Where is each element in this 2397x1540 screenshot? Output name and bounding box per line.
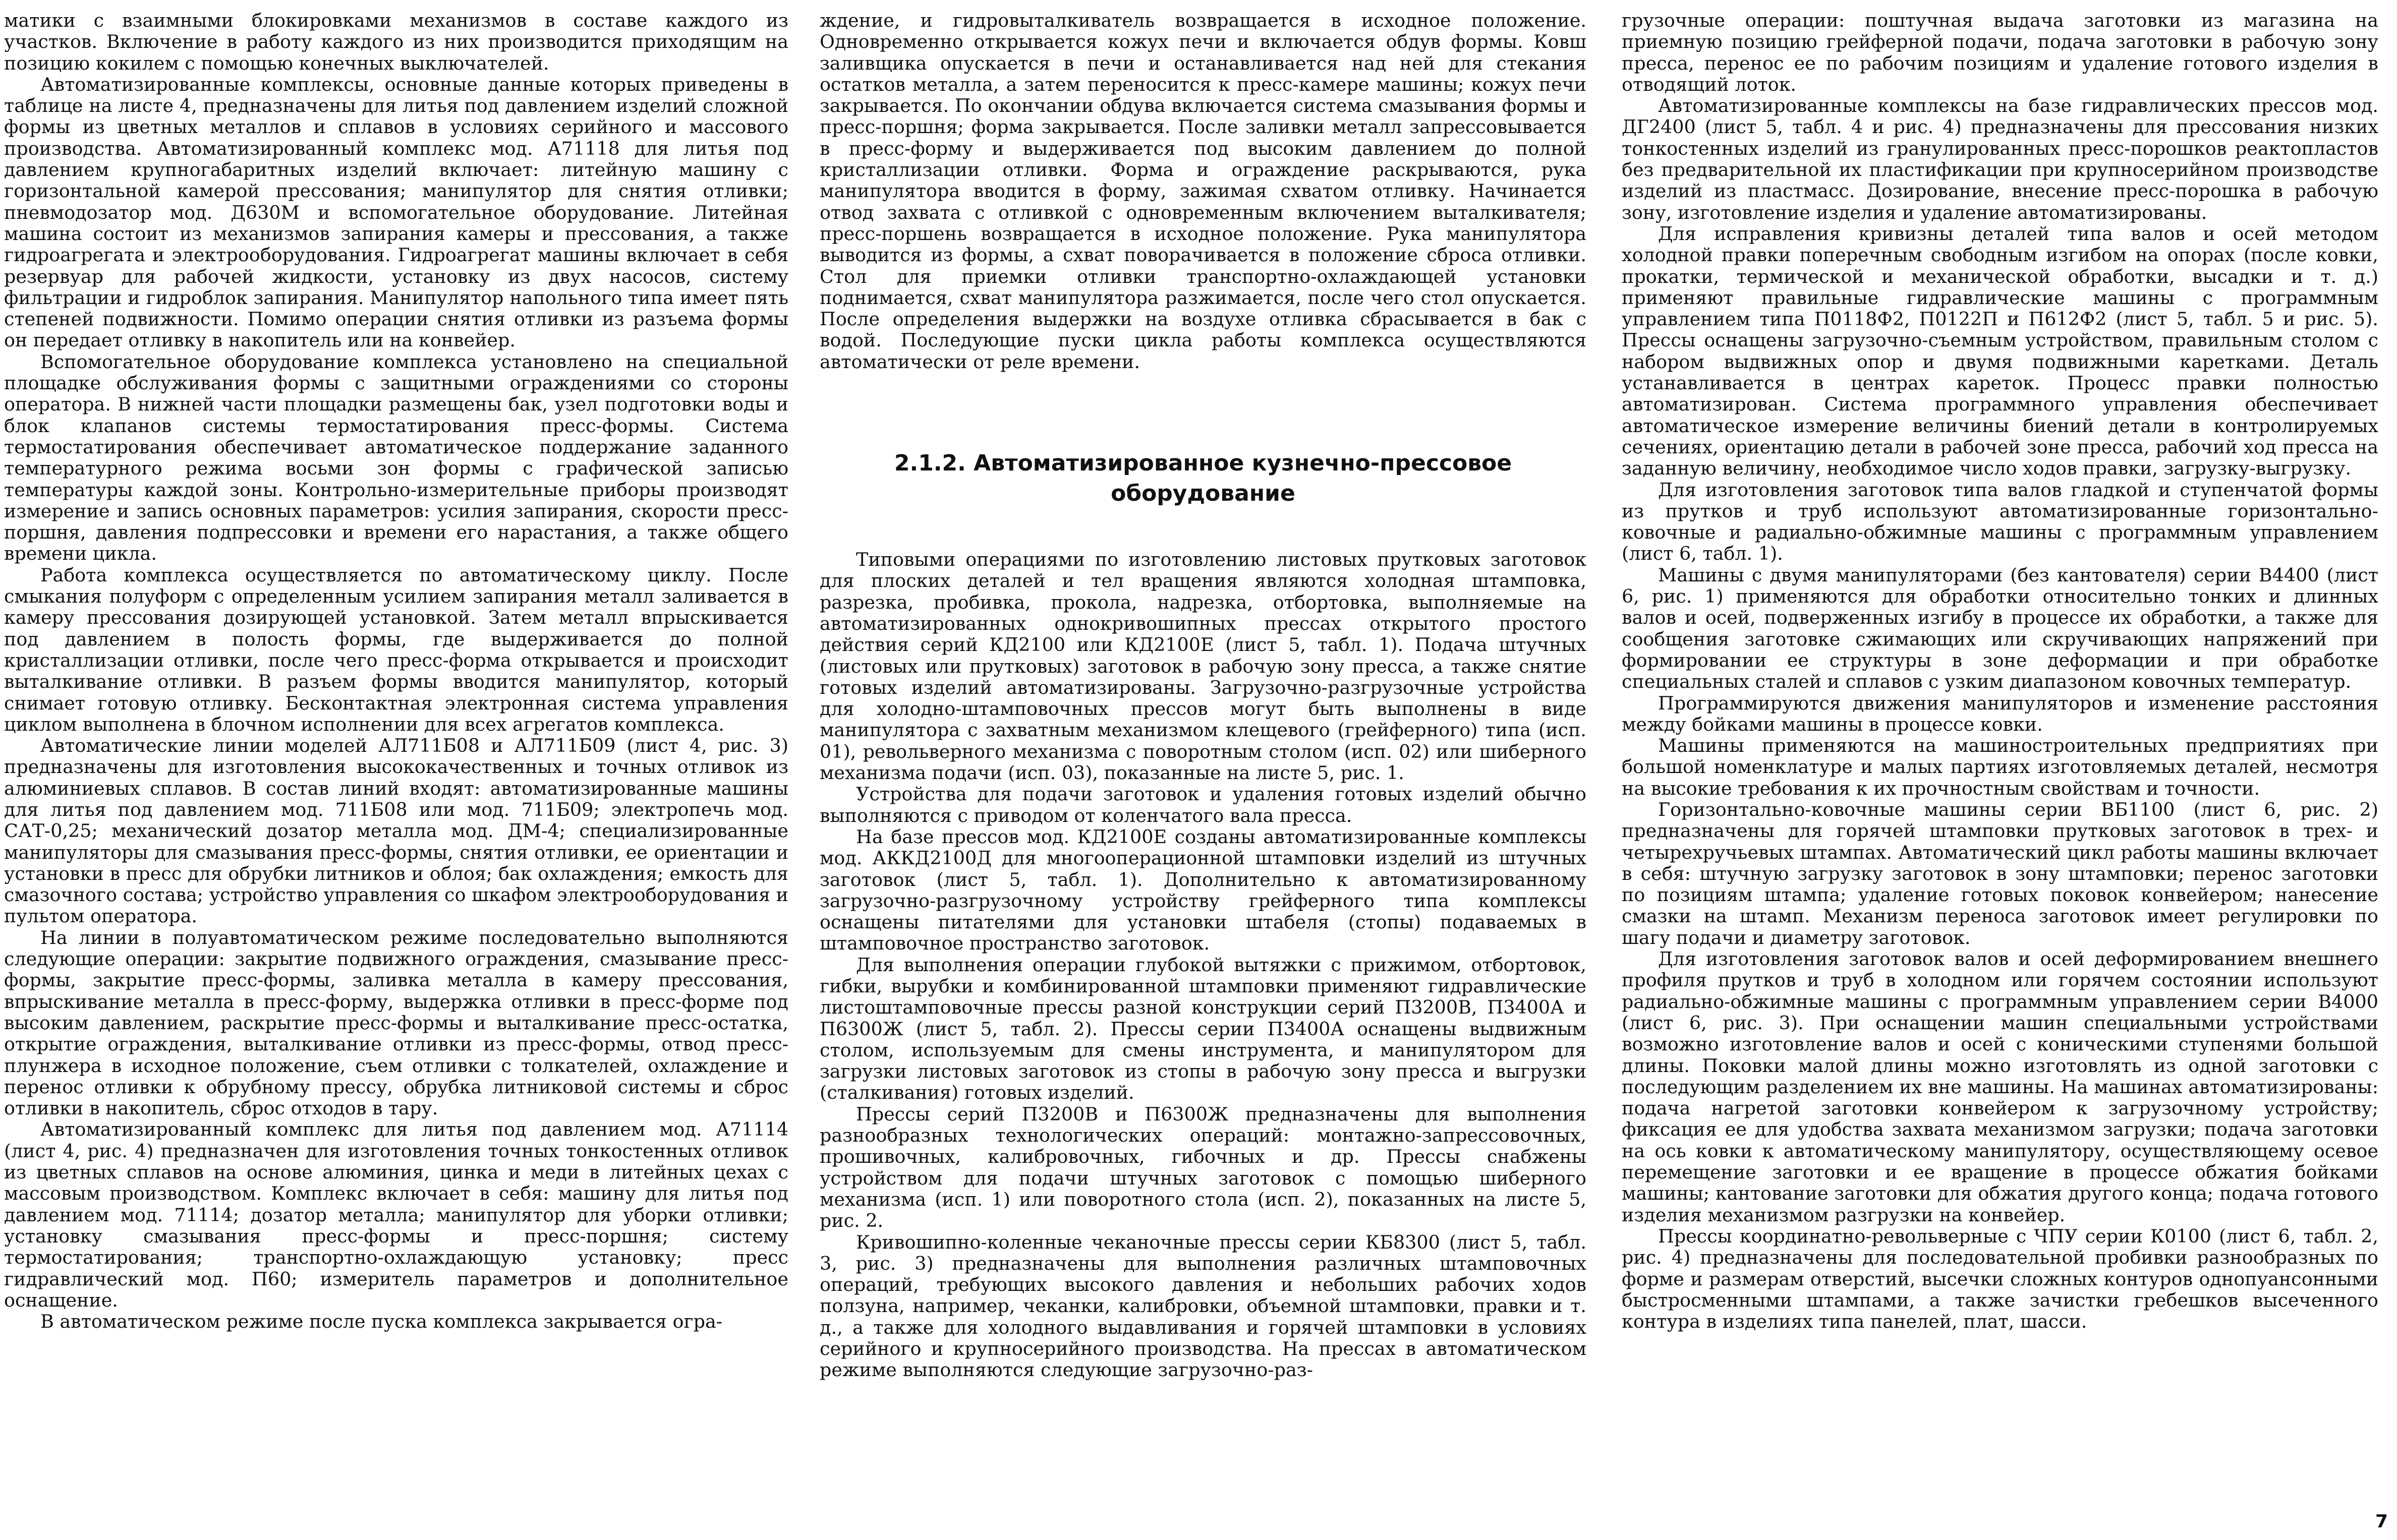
paragraph: Горизонтально-ковочные машины серии ВБ1100 (лист 6, рис. 2) предназначены для горячей штамповки прутковых заготовок в трех- и четырехручьевых штампах. Автоматический цикл работы машины включает в себя: штучную загрузку заготовок в зону штамповки; перенос заготовки по позициям штампа; удаление готовых поковок конвейером; нанесение смазки на штамп. Механизм переноса заготовок имеет регулировки по шагу подачи и диаметру заготовок. (1622, 798, 2378, 949)
paragraph: Автоматизированные комплексы на базе гидравлических прессов мод. ДГ2400 (лист 5, табл. 4 и рис. 4) предназначены для прессования низких тонкостенных изделий из гранулированных пресс-порошков реактопластов без предварительной их пластификации при крупносерийном производстве изделий из пластмасс. Дозирование, внесение пресс-порошка в рабочую зону, изготовление изделия и удаление автоматизированы. (1622, 95, 2378, 223)
paragraph: Кривошипно-коленные чеканочные прессы серии КБ8300 (лист 5, табл. 3, рис. 3) предназначены для выполнения различных штамповочных операций, требующих высокого давления и небольших рабочих ходов ползуна, например, чеканки, калибровки, объемной штамповки, правки и т. д., а также для холодного выдавливания и горячей штамповки в условиях серийного и крупносерийного производства. На прессах в автоматическом режиме выполняются следующие загрузочно-раз- (820, 1231, 1586, 1381)
paragraph: Устройства для подачи заготовок и удаления готовых изделий обычно выполняются с приводом от коленчатого вала пресса. (820, 783, 1586, 826)
paragraph: Работа комплекса осуществляется по автоматическому циклу. После смыкания полуформ с определенным усилием запирания металл заливается в камеру прессования дозирующей установкой. Затем металл впрыскивается под давлением в полость формы, где выдерживается до полной кристаллизации отливки, после чего пресс-форма открывается и происходит выталкивание отливки. В разъем формы вводится манипулятор, который снимает готовую отливку. Бесконтактная электронная система управления циклом выполнена в блочном исполнении для всех агрегатов комплекса. (4, 564, 788, 735)
page-number: 7 (2375, 1511, 2388, 1532)
paragraph: Для изготовления заготовок валов и осей деформированием внешнего профиля прутков и труб в холодном или горячем состоянии используют радиально-обжимные машины с программным управлением серии В4000 (лист 6, рис. 3). При оснащении машин специальными устройствами возможно изготовление валов и осей с коническими ступенями большой длины. Поковки малой длины можно изготовлять из одной заготовки с последующим разделением их вне машины. На машинах автоматизированы: подача нагретой заготовки конвейером к загрузочному устройству; фиксация ее для удобства захвата механизмом загрузки; подача заготовки на ось ковки к автоматическому манипулятору, осуществляющему осевое перемещение заготовки и ее вращение в процессе обжатия бойками машины; кантование заготовки для обжатия другого конца; подача готового изделия механизмом разгрузки на конвейер. (1622, 948, 2378, 1226)
paragraph: ждение, и гидровыталкиватель возвращается в исходное положение. Одновременно открывается кожух печи и включается обдув формы. Ковш заливщика опускается в печи и останавливается над ней для стекания остатков металла, а затем переносится к пресс-камере машины; кожух печи закрывается. По окончании обдува включается система смазывания формы и пресс-поршня; форма закрывается. После заливки металл запрессовывается в пресс-форму и выдерживается под высоким давлением до полной кристаллизации отливки. Форма и ограждение раскрываются, рука манипулятора вводится в форму, зажимая схватом отливку. Начинается отвод захвата с отливкой с одновременным включением выталкивателя; пресс-поршень возвращается в исходное положение. Рука манипулятора выводится из формы, а схват поворачивается в положение сброса отливки. Стол для приемки отливки транспортно-охлаждающей установки поднимается, схват манипулятора разжимается, после чего стол опускается. После определения выдержки на воздухе отливка сбрасывается в бак с водой. Последующие пуски цикла работы комплекса осуществляются автоматически от реле времени. (820, 10, 1586, 373)
paragraph: Машины с двумя манипуляторами (без кантователя) серии В4400 (лист 6, рис. 1) применяются для обработки относительно тонких и длинных валов и осей, подверженных изгибу в процессе их обработки, а также для сообщения заготовке сжимающих или скручивающих напряжений при формировании ее структуры в зоне деформации и при обработке специальных сталей и сплавов с узким диапазоном ковочных температур. (1622, 564, 2378, 693)
paragraph: В автоматическом режиме после пуска комплекса закрывается огра- (40, 1311, 723, 1333)
column-right (1622, 10, 2378, 1332)
paragraph: грузочные операции: поштучная выдача заготовки из магазина на приемную позицию грейферной подачи, подача заготовки в рабочую зону пресса, перенос ее по рабочим позициям и удаление готового изделия в отводящий лоток. (1622, 10, 2378, 95)
paragraph: Для исправления кривизны деталей типа валов и осей методом холодной правки поперечным свободным изгибом на опорах (после ковки, прокатки, термической и механической обработки, высадки и т. д.) применяют правильные гидравлические машины с программным управлением типа П0118Ф2, П0122П и П612Ф2 (лист 5, табл. 5 и рис. 5). Прессы оснащены загрузочно-съемным устройством, правильным столом с набором выдвижных опор и двумя подвижными каретками. Деталь устанавливается в центрах кареток. Процесс правки полностью автоматизирован. Система программного управления обеспечивает автоматическое измерение величины биений детали в контролируемых сечениях, ориентацию детали в рабочей зоне пресса, рабочий ход пресса на заданную величину, необходимое число ходов правки, загрузку-выгрузку. (1622, 222, 2378, 480)
paragraph: Программируются движения манипуляторов и изменение расстояния между бойками машины в процессе ковки. (1622, 692, 2378, 735)
column-middle (820, 10, 1586, 1381)
paragraph: На линии в полуавтоматическом режиме последовательно выполняются следующие операции: закрытие подвижного ограждения, смазывание пресс-формы, закрытие пресс-формы, заливка металла в камеру прессования, впрыскивание металла в пресс-форму, выдержка отливки в пресс-форме под высоким давлением, раскрытие пресс-формы и выталкивание пресс-остатка, открытие ограждения, выталкивание отливки из пресс-формы, отвод пресс-плунжера в исходное положение, съем отливки с толкателей, охлаждение и перенос отливки к обрубному прессу, обрубка литниковой системы и сброс отливки в накопитель, сброс отходов в тару. (4, 926, 788, 1119)
middle-text-bottom (820, 549, 1586, 1381)
middle-text-top (820, 10, 1586, 373)
paragraph: Автоматические линии моделей АЛ711Б08 и АЛ711Б09 (лист 4, рис. 3) предназначены для изготовления высококачественных и точных отливок из алюминиевых сплавов. В состав линий входят: автоматизированные машины для литья под давлением мод. 711Б08 или мод. 711Б09; электропечь мод. САТ-0,25; механический дозатор металла мод. ДМ-4; специализированные манипуляторы для смазывания пресс-формы, снятия отливки, ее ориентации и установки в пресс для обрубки литников и облоя; бак охлаждения; емкость для смазочного состава; устройство управления со шкафом электрооборудования и пультом оператора. (4, 735, 788, 927)
paragraph: Для изготовления заготовок типа валов гладкой и ступенчатой формы из прутков и труб используют автоматизированные горизонтально-ковочные и радиально-обжимные машины с программным управлением (лист 6, табл. 1). (1622, 479, 2378, 565)
column-left (4, 10, 788, 1332)
paragraph: На базе прессов мод. КД2100Е созданы автоматизированные комплексы мод. АККД2100Д для многооперационной штамповки изделий из штучных заготовок (лист 5, табл. 1). Дополнительно к автоматизированному загрузочно-разгрузочному устройству грейферного типа комплексы оснащены питателями для установки штабеля (стопы) подаваемых в штамповочное пространство заготовок. (820, 825, 1586, 955)
paragraph: Автоматизированные комплексы, основные данные которых приведены в таблице на листе 4, предназначены для литья под давлением изделий сложной формы из цветных металлов и сплавов в условиях серийного и массового производства. Автоматизированный комплекс мод. А71118 для литья под давлением крупногабаритных изделий включает: литейную машину с горизонтальной камерой прессования; манипулятор для снятия отливки; пневмодозатор мод. Д630М и вспомогательное оборудование. Литейная машина состоит из механизмов запирания камеры и прессования, а также гидроагрегата и электрооборудования. Гидроагрегат машины включает в себя резервуар для рабочей жидкости, установку из двух насосов, систему фильтрации и гидроблок запирания. Манипулятор напольного типа имеет пять степеней подвижности. Помимо операции снятия отливки из разъема формы он передает отливку в накопитель или на конвейер. (4, 73, 788, 351)
section-gap (820, 373, 1586, 448)
paragraph: Для выполнения операции глубокой вытяжки с прижимом, отбортовок, гибки, вырубки и комбинированной штамповки применяют гидравлические листоштамповочные прессы разной конструкции серий П3200В, П3400А и П6300Ж (лист 5, табл. 2). Прессы серии П3400А оснащены выдвижным столом, используемым для смены инструмента, и манипулятором для загрузки листовых заготовок из стопы в рабочую зону пресса и выгрузки (сталкивания) готовых изделий. (820, 954, 1586, 1104)
paragraph: Автоматизированный комплекс для литья под давлением мод. А71114 (лист 4, рис. 4) предназначен для изготовления точных тонкостенных отливок из цветных сплавов на основе алюминия, цинка и меди в литейных цехах с массовым производством. Комплекс включает в себя: машину для литья под давлением мод. 71114; дозатор металла; манипулятор для уборки отливки; установку смазывания пресс-формы и пресс-поршня; систему термостатирования; транспортно-охлаждающую установку; пресс гидравлический мод. П60; измеритель параметров и дополнительное оснащение. (4, 1118, 788, 1311)
paragraph: Вспомогательное оборудование комплекса установлено на специальной площадке обслуживания формы с защитными ограждениями со стороны оператора. В нижней части площадки размещены бак, узел подготовки воды и блок клапанов системы термостатирования пресс-формы. Система термостатирования обеспечивает автоматическое поддержание заданного температурного режима восьми зон формы с графической записью температуры каждой зоны. Контрольно-измерительные приборы производят измерение и запись основных параметров: усилия запирания, скорости пресс-поршня, давления подпрессовки и времени его нарастания, а также общего времени цикла. (4, 350, 788, 565)
section-heading: 2.1.2. Автоматизированное кузнечно-прессовое оборудование (894, 450, 1512, 507)
paragraph: матики с взаимными блокировками механизмов в составе каждого из участков. Включение в работу каждого из них производится приходящим на позицию кокилем с помощью конечных выключателей. (4, 10, 788, 74)
paragraph: Прессы координатно-револьверные с ЧПУ серии К0100 (лист 6, табл. 2, рис. 4) предназначены для последовательной пробивки разнообразных по форме и размерам отверстий, высечки сложных контуров однопуансонными быстросменными штампами, а также зачистки гребешков высеченного контура в изделиях типа панелей, плат, шасси. (1622, 1225, 2378, 1333)
paragraph: Прессы серий П3200В и П6300Ж предназначены для выполнения разнообразных технологических операций: монтажно-запрессовочных, прошивочных, калибровочных, гибочных и др. Прессы снабжены устройством для подачи штучных заготовок с помощью шиберного механизма (исп. 1) или поворотного стола (исп. 2), показанных на листе 5, рис. 2. (820, 1103, 1586, 1232)
paragraph: Машины применяются на машиностроительных предприятиях при большой номенклатуре и малых партиях изготовляемых деталей, несмотря на высокие требования к их прочностным свойствам и точности. (1622, 735, 2378, 799)
paragraph: Типовыми операциями по изготовлению листовых прутковых заготовок для плоских деталей и тел вращения являются холодная штамповка, разрезка, пробивка, прокола, надрезка, отбортовка, выполняемые на автоматизированных однокривошипных прессах открытого простого действия серий КД2100 или КД2100Е (лист 5, табл. 1). Подача штучных (листовых или прутковых) заготовок в рабочую зону пресса, а также снятие готовых изделий автоматизированы. Загрузочно-разгрузочные устройства для холодно-штамповочных прессов могут быть выполнены в виде манипулятора с захватным механизмом клещевого (грейферного) типа (исп. 01), револьверного механизма с поворотным столом (исп. 02) или шиберного механизма подачи (исп. 03), показанные на листе 5, рис. 1. (820, 549, 1586, 784)
